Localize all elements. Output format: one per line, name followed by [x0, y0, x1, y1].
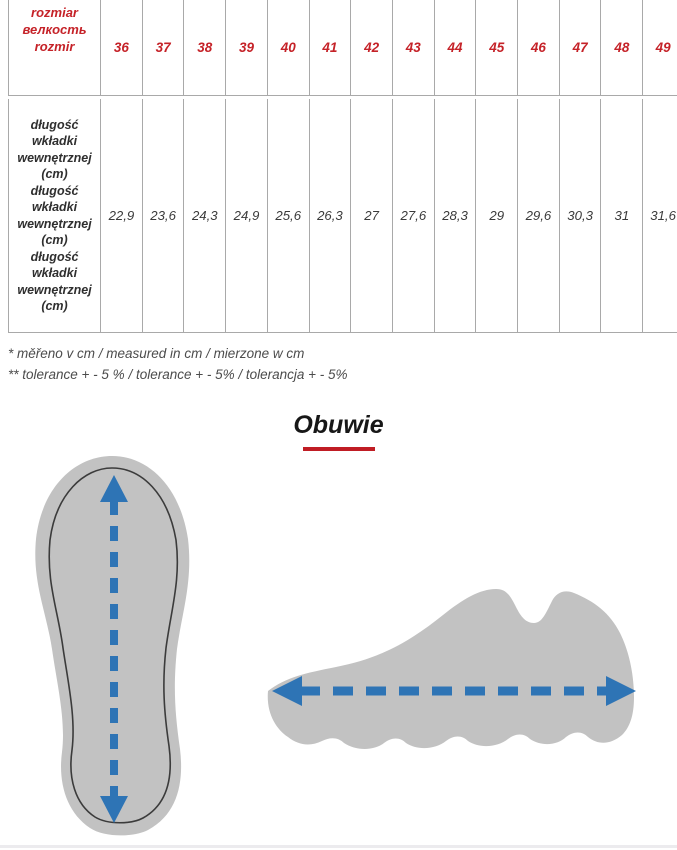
size-col-header: 36	[100, 0, 142, 96]
heading-underline	[303, 447, 375, 451]
insole-length-value: 29	[475, 99, 517, 333]
insole-length-value: 28,3	[434, 99, 476, 333]
insole-length-value: 23,6	[142, 99, 184, 333]
insole-length-value: 29,6	[517, 99, 559, 333]
insole-length-value: 31,6	[642, 99, 677, 333]
size-col-header: 40	[267, 0, 309, 96]
row-label-line: długość wkładki wewnętrznej (cm)	[17, 183, 92, 247]
row-label-line: długość wkładki wewnętrznej (cm)	[17, 249, 92, 313]
insole-length-value: 31	[600, 99, 642, 333]
size-col-header: 49	[642, 0, 677, 96]
size-header-row	[8, 0, 677, 96]
size-col-header: 48	[600, 0, 642, 96]
size-header-label	[8, 0, 100, 96]
insole-length-row-label	[8, 99, 100, 333]
insole-length-row	[8, 99, 677, 333]
page-title: Obuwie	[293, 411, 384, 439]
insole-length-value: 25,6	[267, 99, 309, 333]
size-col-header: 39	[225, 0, 267, 96]
size-table	[8, 0, 677, 336]
footnote-measured-in-cm: * měřeno v cm / measured in cm / mierzone w cm	[8, 346, 305, 361]
size-col-header: 45	[475, 0, 517, 96]
insole-length-value: 24,3	[183, 99, 225, 333]
insole-length-value: 24,9	[225, 99, 267, 333]
page-bottom-edge	[0, 845, 677, 848]
shoe-silhouette	[268, 589, 634, 749]
insole-length-value: 22,9	[100, 99, 142, 333]
insole-length-value: 27,6	[392, 99, 434, 333]
size-col-header: 47	[559, 0, 601, 96]
insole-length-value: 30,3	[559, 99, 601, 333]
size-col-header: 41	[309, 0, 351, 96]
insole-top-view-illustration	[30, 452, 190, 844]
size-col-header: 44	[434, 0, 476, 96]
insole-length-value: 26,3	[309, 99, 351, 333]
shoe-side-view-illustration	[258, 573, 648, 775]
size-col-header: 38	[183, 0, 225, 96]
row-label-line: długość wkładki wewnętrznej (cm)	[17, 117, 92, 181]
size-col-header: 42	[350, 0, 392, 96]
section-heading	[0, 411, 677, 451]
size-col-header: 43	[392, 0, 434, 96]
size-col-header: 46	[517, 0, 559, 96]
insole-length-value: 27	[350, 99, 392, 333]
size-label-ru: велкость	[22, 22, 87, 37]
size-label-cz: rozmir	[34, 39, 75, 54]
size-col-header: 37	[142, 0, 184, 96]
footnote-tolerance: ** tolerance + - 5 % / tolerance + - 5% / tolerancja + - 5%	[8, 367, 348, 382]
footnotes	[8, 343, 677, 385]
size-label-pl: rozmiar	[31, 5, 78, 20]
